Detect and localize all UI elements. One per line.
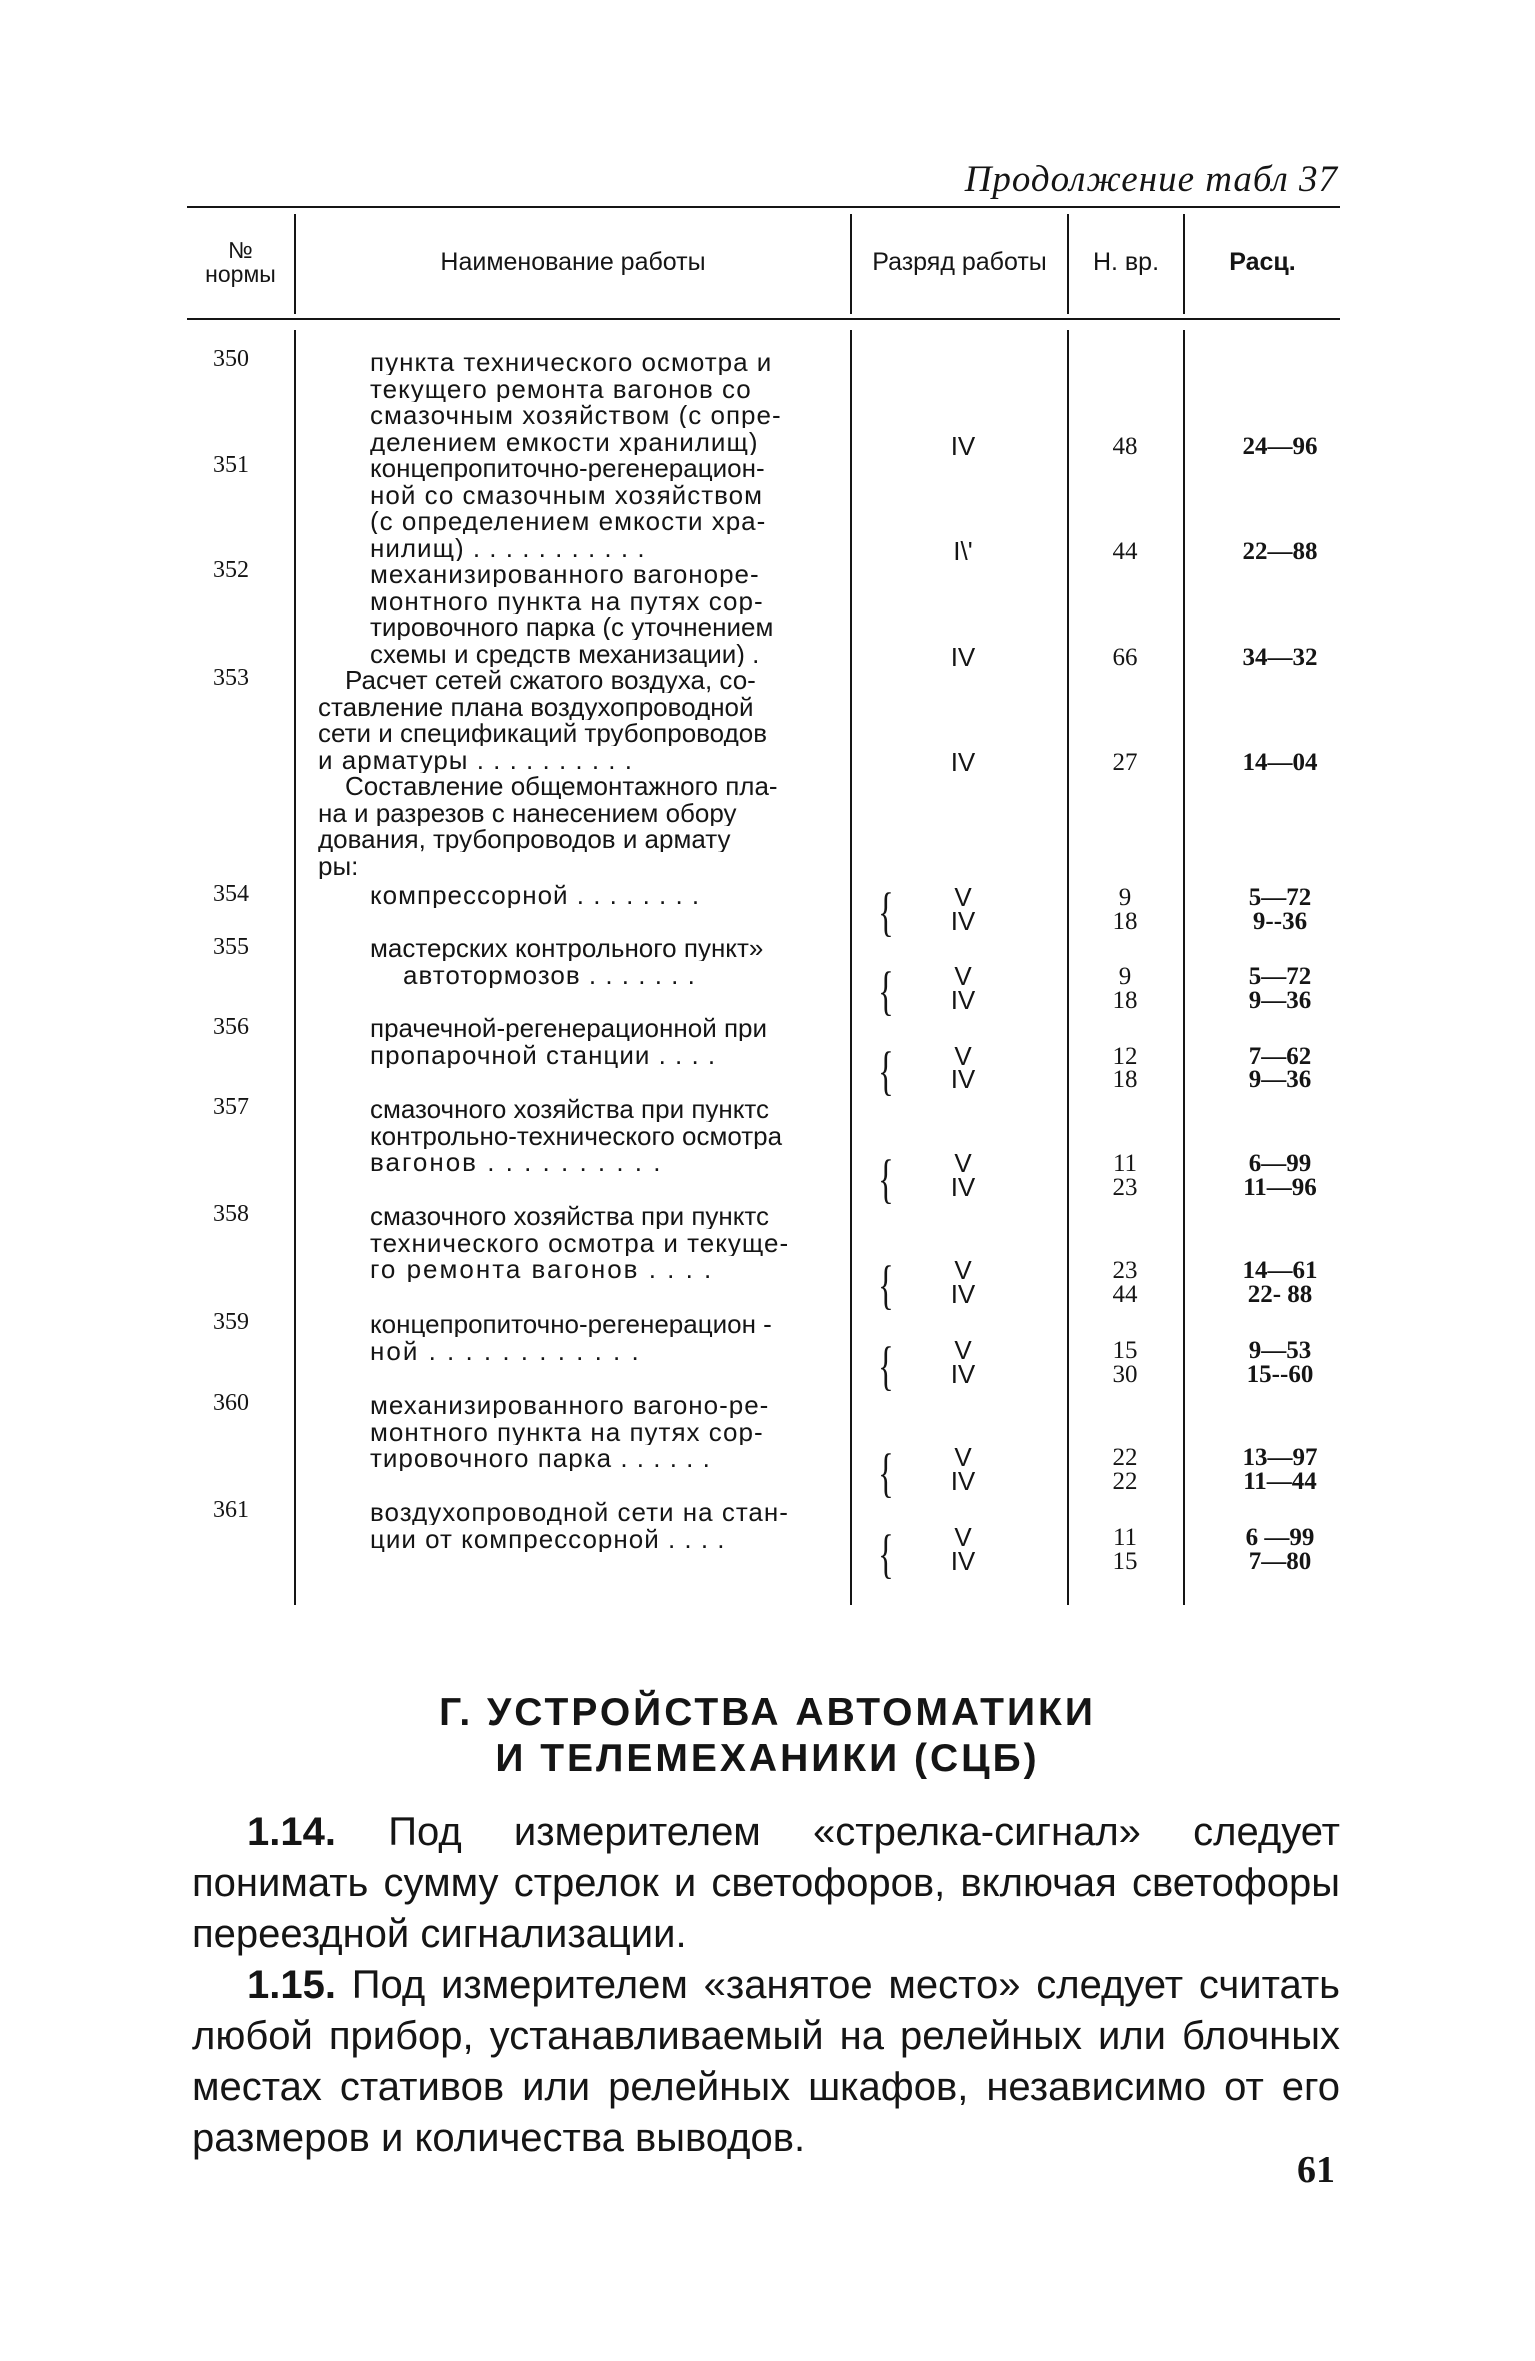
table-header-rule: [187, 318, 1340, 320]
hvr-value: 9: [1118, 963, 1132, 990]
work-name-line: схемы и средств механизации) .: [370, 642, 760, 667]
section-title-line: Г. УСТРОЙСТВА АВТОМАТИКИ: [439, 1691, 1096, 1734]
grade-value: V: [954, 1041, 972, 1071]
grade-value: I\': [953, 536, 973, 566]
group-brace: {: [878, 1443, 894, 1503]
work-name-line: компрессорной . . . . . . . .: [370, 883, 701, 908]
paragraph-text: Под измерителем «стрелка-сигнал» следует понимать сумму стрелок и светофоров, включая светофоры переездной сигнализации.: [192, 1810, 1340, 1956]
rate-value: 14—04: [1242, 749, 1318, 776]
hvr-value: 48: [1112, 433, 1138, 460]
group-brace: {: [878, 1149, 894, 1209]
paragraph: [192, 1960, 1340, 2164]
group-brace: {: [878, 1041, 894, 1101]
work-name-line: текущего ремонта вагонов со: [370, 377, 752, 402]
work-name-line: монтного пункта на путях сор-: [370, 589, 764, 614]
rate-value: 14—61: [1242, 1257, 1318, 1284]
grade-value: IV: [950, 1466, 976, 1496]
header-name: [296, 212, 850, 312]
rate-value: 13—97: [1242, 1444, 1318, 1471]
column-divider: [1067, 330, 1069, 1605]
work-name-line: контрольно-технического осмотра: [370, 1124, 783, 1149]
grade-value: IV: [950, 747, 976, 777]
work-name-line: автотормозов . . . . . . .: [403, 963, 696, 988]
rate-value: 22—88: [1242, 538, 1318, 565]
hvr-value: 23: [1112, 1257, 1138, 1284]
norm-number: 351: [213, 452, 249, 478]
grade-value: V: [954, 1335, 972, 1365]
norm-number: 360: [213, 1390, 249, 1416]
hvr-value: 44: [1112, 538, 1138, 565]
rate-value: 9--36: [1252, 908, 1308, 935]
header-hvr-label: Н. вр.: [1092, 247, 1160, 276]
header-norm-number-symbol: №: [228, 236, 253, 263]
header-grade-label: Разряд работы: [872, 247, 1047, 276]
work-name-line: воздухопроводной сети на стан-: [370, 1500, 789, 1525]
work-name-line: смазочного хозяйства при пунктс: [370, 1204, 770, 1229]
hvr-value: 12: [1112, 1043, 1138, 1070]
norm-number: 353: [213, 665, 249, 691]
work-name-line: концепропиточно-регенерацион -: [370, 1312, 772, 1337]
hvr-value: 44: [1112, 1281, 1138, 1308]
group-brace: {: [878, 1336, 894, 1396]
norm-number: 359: [213, 1309, 249, 1335]
work-name-line: ной . . . . . . . . . . . .: [370, 1339, 641, 1364]
hvr-value: 66: [1112, 644, 1138, 671]
grade-value: V: [954, 882, 972, 912]
grade-value: IV: [950, 1546, 976, 1576]
hvr-value: 11: [1112, 1524, 1138, 1551]
work-name-line: тировочного парка . . . . . .: [370, 1446, 711, 1471]
hvr-value: 9: [1118, 884, 1132, 911]
hvr-value: 30: [1112, 1361, 1138, 1388]
paragraph: [192, 1807, 1340, 1960]
grade-value: V: [954, 961, 972, 991]
work-name-line: дования, трубопроводов и армату: [318, 827, 731, 852]
hvr-value: 15: [1112, 1337, 1138, 1364]
section-title: [0, 1690, 1535, 1782]
paragraph-text: Под измерителем «занятое место» следует считать любой прибор, устанавливаемый на релейных или блочных местах стативов или релейных шкафов, независимо от его размеров и количества выводов.: [192, 1963, 1340, 2160]
header-hvr: [1069, 212, 1183, 312]
section-title-line: И ТЕЛЕМЕХАНИКИ (СЦБ): [495, 1737, 1040, 1780]
work-name-line: и арматуры . . . . . . . . . .: [318, 748, 633, 773]
work-name-line: на и разрезов с нанесением обору: [318, 801, 737, 826]
header-name-label: Наименование работы: [440, 247, 706, 276]
norm-number: 357: [213, 1094, 249, 1120]
rate-value: 9—36: [1248, 1066, 1312, 1093]
work-name-line: пункта технического осмотра и: [370, 350, 773, 375]
work-name-line: концепропиточно-регенерацион-: [370, 456, 765, 481]
group-brace: {: [878, 1524, 894, 1584]
rate-value: 15--60: [1246, 1361, 1314, 1388]
work-name-line: смазочного хозяйства при пунктс: [370, 1097, 770, 1122]
work-name-line: ции от компрессорной . . . .: [370, 1527, 726, 1552]
grade-value: IV: [950, 985, 976, 1015]
header-grade: [852, 212, 1067, 312]
work-name-line: нилищ) . . . . . . . . . . .: [370, 536, 646, 561]
work-name-line: механизированного вагоноре-: [370, 562, 760, 587]
norm-number: 352: [213, 557, 249, 583]
grade-value: V: [954, 1522, 972, 1552]
rate-value: 24—96: [1242, 433, 1318, 460]
work-name-line: прачечной-регенерационной при: [370, 1016, 768, 1041]
header-rate: [1185, 212, 1340, 312]
grade-value: IV: [950, 1279, 976, 1309]
work-name-line: вагонов . . . . . . . . . .: [370, 1150, 663, 1175]
page-number: 61: [1297, 2149, 1335, 2191]
grade-value: IV: [950, 642, 976, 672]
work-name-line: делением емкости хранилищ): [370, 430, 759, 455]
hvr-value: 23: [1112, 1174, 1138, 1201]
work-name-line: технического осмотра и текуще-: [370, 1231, 790, 1256]
rate-value: 5—72: [1248, 963, 1312, 990]
hvr-value: 18: [1112, 908, 1138, 935]
work-name-line: ной со смазочным хозяйством: [370, 483, 763, 508]
paragraph-number: 1.15.: [247, 1963, 336, 2007]
header-norm-number: [187, 212, 294, 312]
table-caption: Продолжение табл 37: [964, 159, 1338, 200]
work-name-line: ставление плана воздухопроводной: [318, 695, 754, 720]
rate-value: 9—53: [1248, 1337, 1312, 1364]
work-name-line: го ремонта вагонов . . . .: [370, 1257, 714, 1282]
hvr-value: 27: [1112, 749, 1138, 776]
column-divider: [850, 330, 852, 1605]
norm-number: 354: [213, 881, 249, 907]
rate-value: 7—62: [1248, 1043, 1312, 1070]
header-norm-number-word: нормы: [205, 261, 276, 287]
rate-value: 7—80: [1248, 1548, 1312, 1575]
paragraph-number: 1.14.: [247, 1810, 336, 1854]
work-name-line: тировочного парка (с уточнением: [370, 615, 774, 640]
grade-value: IV: [950, 1359, 976, 1389]
work-name-line: пропарочной станции . . . .: [370, 1043, 717, 1068]
work-name-line: монтного пункта на путях сор-: [370, 1420, 764, 1445]
table-top-rule: [187, 206, 1340, 208]
rate-value: 9—36: [1248, 987, 1312, 1014]
grade-value: V: [954, 1442, 972, 1472]
grade-value: V: [954, 1148, 972, 1178]
hvr-value: 22: [1112, 1444, 1138, 1471]
grade-value: IV: [950, 1172, 976, 1202]
norm-number: 361: [213, 1497, 249, 1523]
hvr-value: 22: [1112, 1468, 1138, 1495]
grade-value: V: [954, 1255, 972, 1285]
grade-value: IV: [950, 1064, 976, 1094]
norm-number: 350: [213, 346, 249, 372]
work-name-line: механизированного вагоно-ре-: [370, 1393, 770, 1418]
work-name-line: Составление общемонтажного пла-: [345, 774, 778, 799]
rate-value: 11—96: [1243, 1174, 1317, 1201]
rate-value: 34—32: [1242, 644, 1318, 671]
group-brace: {: [878, 882, 894, 942]
header-rate-label: Расц.: [1229, 247, 1296, 276]
rate-value: 11—44: [1243, 1468, 1317, 1495]
grade-value: IV: [950, 431, 976, 461]
work-name-line: смазочным хозяйством (с опре-: [370, 403, 782, 428]
hvr-value: 18: [1112, 987, 1138, 1014]
work-name-line: Расчет сетей сжатого воздуха, со-: [345, 668, 756, 693]
grade-value: IV: [950, 906, 976, 936]
rate-value: 5—72: [1248, 884, 1312, 911]
work-name-line: сети и спецификаций трубопроводов: [318, 721, 768, 746]
hvr-value: 11: [1112, 1150, 1138, 1177]
group-brace: {: [878, 961, 894, 1021]
rate-value: 22- 88: [1247, 1281, 1313, 1308]
work-name-line: мастерских контрольного пункт»: [370, 936, 764, 961]
hvr-value: 15: [1112, 1548, 1138, 1575]
group-brace: {: [878, 1255, 894, 1315]
column-divider: [1183, 330, 1185, 1605]
hvr-value: 18: [1112, 1066, 1138, 1093]
norm-number: 358: [213, 1201, 249, 1227]
rate-value: 6 —99: [1245, 1524, 1315, 1551]
work-name-line: ры:: [318, 854, 359, 879]
work-name-line: (с определением емкости хра-: [370, 509, 767, 534]
norm-number: 356: [213, 1014, 249, 1040]
rate-value: 6—99: [1248, 1150, 1312, 1177]
norm-number: 355: [213, 934, 249, 960]
column-divider: [294, 330, 296, 1605]
